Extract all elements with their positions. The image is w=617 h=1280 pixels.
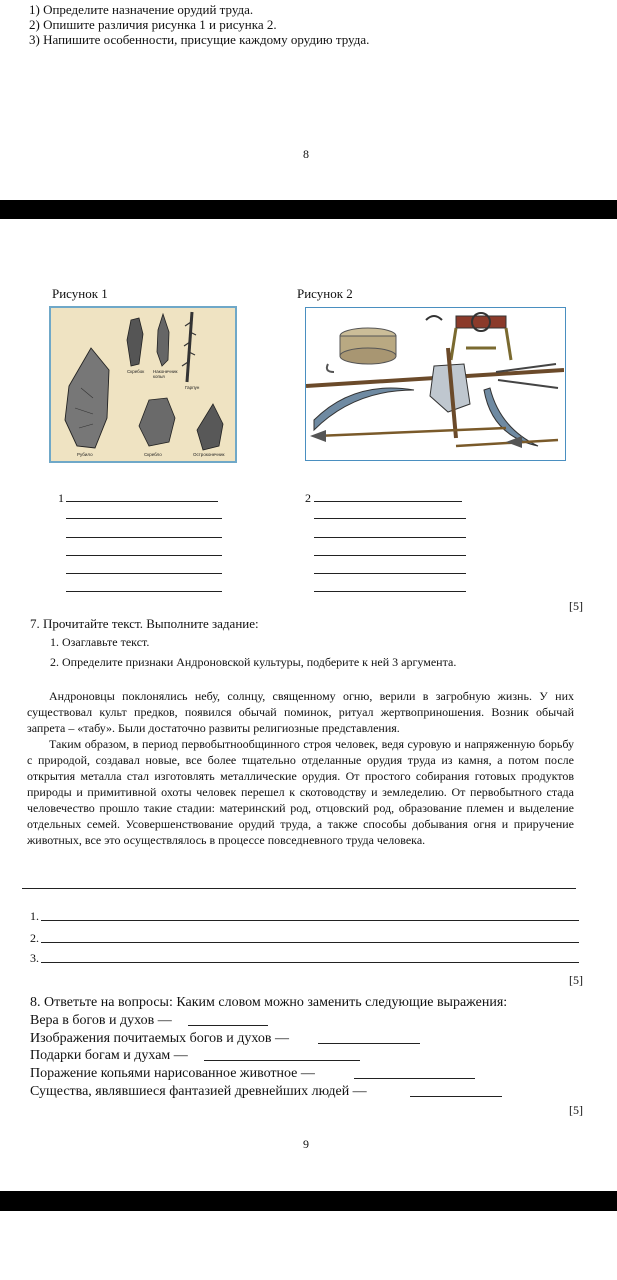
answer-line-1d[interactable] [66, 555, 222, 556]
title-answer-line[interactable] [22, 888, 576, 889]
figure-1-caption: Рисунок 1 [52, 286, 108, 301]
figure-1-stone-tools [49, 306, 237, 463]
figure-2-metal-tools [305, 307, 566, 461]
argument-line-3[interactable] [41, 962, 579, 963]
top-task-3: 3) Напишите особенности, присущие каждому орудию труда. [29, 32, 370, 47]
top-task-list [29, 2, 369, 47]
task-8-item-1 [30, 1012, 172, 1029]
score-task-7: [5] [569, 973, 583, 987]
score-task-8: [5] [569, 1103, 583, 1117]
score-task-6: [5] [569, 599, 583, 613]
task-8-item-4 [30, 1065, 315, 1082]
task-8-item-3-text: Подарки богам и духам — [30, 1048, 188, 1063]
task-8-item-2-text: Изображения почитаемых богов и духов — [30, 1031, 289, 1046]
answer-line-1f[interactable] [66, 591, 222, 592]
argument-label-2: 2. [30, 931, 39, 945]
label-skreblo: Скребло [144, 452, 162, 457]
task-8-item-5-text: Существа, являвшиеся фантазией древнейших людей — [30, 1084, 367, 1099]
label-harpoon: Гарпун [185, 385, 200, 390]
task-8-title: 8. Ответьте на вопросы: Каким словом можно заменить следующие выражения: [30, 995, 508, 1010]
stone-tools-illustration [51, 308, 235, 461]
page-separator-top [0, 200, 617, 219]
label-ostrokonechnik: Остроконечник [193, 452, 225, 457]
task-8-item-4-text: Поражение копьями нарисованное животное — [30, 1066, 315, 1081]
page-separator-bottom [0, 1191, 617, 1211]
task-8-item-2 [30, 1030, 289, 1047]
task-8-answer-line-4[interactable] [354, 1078, 475, 1079]
task-7-title: 7. Прочитайте текст. Выполните задание: [30, 616, 259, 631]
task-7-item-2: 2. Определите признаки Андроновской культуры, подберите к ней 3 аргумента. [50, 655, 457, 669]
page-number-8: 8 [303, 147, 309, 161]
answer-line-1c[interactable] [66, 537, 222, 538]
answer-number-1: 1 [58, 491, 64, 505]
argument-line-1[interactable] [41, 920, 579, 921]
task-8-answer-line-5[interactable] [410, 1096, 502, 1097]
answer-line-2b[interactable] [314, 518, 466, 519]
answer-line-2c[interactable] [314, 537, 466, 538]
label-spear-point: Наконечник копья [153, 369, 178, 379]
task-7-text [27, 688, 574, 848]
task-7-paragraph-2: Таким образом, в период первобытнообщинного строя человек, ведя суровую и напряженную борьбу с природой, создавал новые, все более тщательно отделанные орудия труда из камня, а потом после открытия металла стал изготовлять металлические орудия. От простого собирания готовых продуктов природы и примитивной охоты человек перешел к скотоводству и земледелию. От первобытного стада человечество прошло такие стадии: материнский род, отцовский род, образование племен и выделение отдельных семей. Усовершенствование орудий труда, а также способы добывания огня и приручение животных, все это осуществлялось в процессе повседневного труда человека. [27, 737, 574, 847]
task-7-paragraph-1: Андроновцы поклонялись небу, солнцу, священному огню, верили в загробную жизнь. У них существовал культ предков, появился обычай поминок, ритуал жертвоприношения. Возник обычай запрета – «табу». Были достаточно развиты религиозные представления. [27, 689, 574, 735]
label-rubilo: Рубило [77, 452, 93, 457]
task-8-item-5 [30, 1083, 367, 1100]
answer-line-2a[interactable] [314, 501, 462, 502]
argument-label-1: 1. [30, 909, 39, 923]
figure-2-caption: Рисунок 2 [297, 286, 353, 301]
argument-line-2[interactable] [41, 942, 579, 943]
argument-label-3: 3. [30, 951, 39, 965]
answer-line-2e[interactable] [314, 573, 466, 574]
task-7-item-1: 1. Озаглавьте текст. [50, 635, 150, 649]
task-8-answer-line-2[interactable] [318, 1043, 420, 1044]
task-8-item-1-text: Вера в богов и духов — [30, 1013, 172, 1028]
answer-number-2: 2 [305, 491, 311, 505]
label-skrebok: Скребок [127, 369, 145, 374]
task-8-answer-line-1[interactable] [188, 1025, 268, 1026]
answer-line-1a[interactable] [66, 501, 218, 502]
top-task-2: 2) Опишите различия рисунка 1 и рисунка 2. [29, 17, 277, 32]
answer-line-1e[interactable] [66, 573, 222, 574]
task-8-answer-line-3[interactable] [204, 1060, 360, 1061]
answer-line-1b[interactable] [66, 518, 222, 519]
answer-line-2f[interactable] [314, 591, 466, 592]
task-8-item-3 [30, 1047, 188, 1064]
page-number-9: 9 [303, 1137, 309, 1151]
answer-line-2d[interactable] [314, 555, 466, 556]
top-task-1: 1) Определите назначение орудий труда. [29, 2, 254, 17]
metal-tools-illustration [306, 308, 564, 459]
